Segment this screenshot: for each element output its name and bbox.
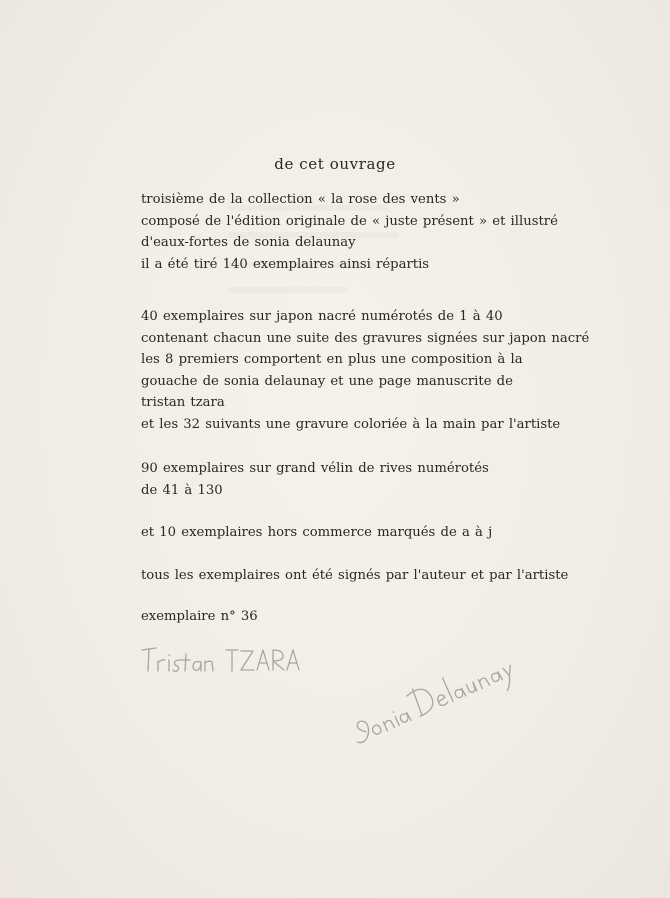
hors-commerce-line: et 10 exemplaires hors commerce marqués de a à j <box>141 525 493 540</box>
japon-line: gouache de sonia delaunay et une page manuscrite de <box>141 373 513 389</box>
japon-line: et les 32 suivants une gravure coloriée à la main par l'artiste <box>141 416 561 432</box>
intro-line: il a été tiré 140 exemplaires ainsi répartis <box>141 256 430 272</box>
colophon-heading: de cet ouvrage <box>274 155 396 173</box>
japon-line: les 8 premiers comportent en plus une composition à la <box>141 352 523 367</box>
show-through-mark <box>228 287 348 293</box>
signed-statement: tous les exemplaires ont été signés par l'auteur et par l'artiste <box>141 568 569 583</box>
intro-paragraph <box>141 189 581 275</box>
japon-paragraph <box>141 306 590 435</box>
intro-line: d'eaux-fortes de sonia delaunay <box>141 235 356 250</box>
velin-line: 90 exemplaires sur grand vélin de rives numérotés <box>141 461 489 476</box>
velin-line: de 41 à 130 <box>141 482 223 498</box>
tzara-signature <box>140 640 330 680</box>
copy-number: exemplaire n° 36 <box>141 609 258 624</box>
intro-line: composé de l'édition originale de « juste présent » et illustré <box>141 213 558 229</box>
delaunay-signature <box>332 636 557 736</box>
velin-paragraph <box>141 458 581 501</box>
japon-line: 40 exemplaires sur japon nacré numérotés de 1 à 40 <box>141 309 503 324</box>
japon-line: contenant chacun une suite des gravures signées sur japon nacré <box>141 330 590 346</box>
japon-line: tristan tzara <box>141 395 225 410</box>
intro-line: troisième de la collection « la rose des vents » <box>141 192 460 207</box>
